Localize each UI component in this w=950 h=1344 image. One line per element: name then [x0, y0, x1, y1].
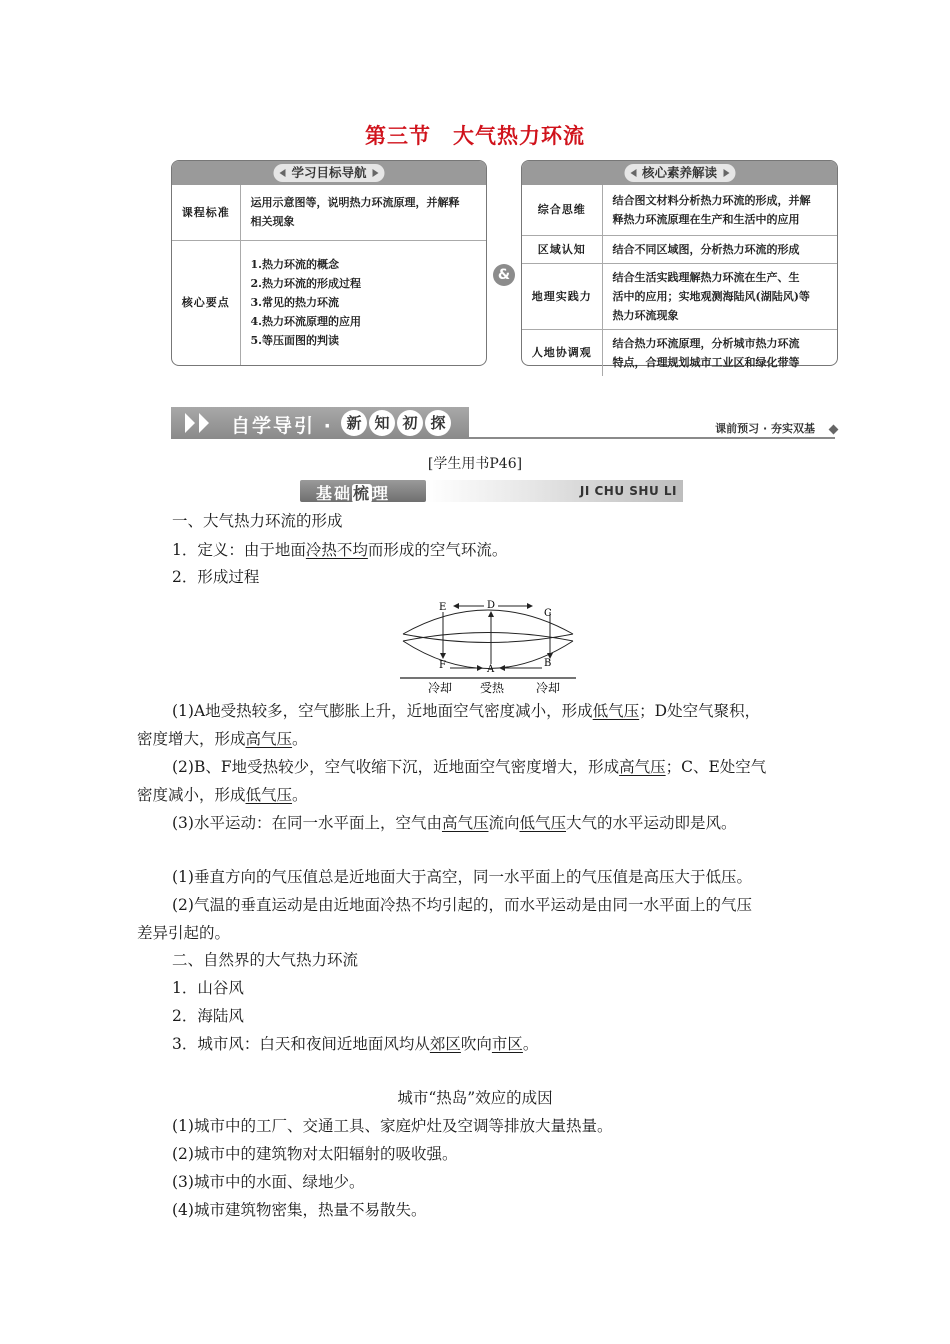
heat-island-title: 城市“热岛”效应的成因 [397, 1089, 553, 1107]
tip-line: 差异引起的。 [137, 924, 231, 942]
list-item: (4)城市建筑物密集，热量不易散失。 [172, 1201, 427, 1219]
core-literacy-table [522, 185, 837, 376]
point-label: C [544, 608, 552, 619]
banner-rule [469, 437, 835, 439]
middle-isobar-upper [403, 634, 573, 643]
row-line: 特点，合理规划城市工业区和绿化带等 [612, 355, 800, 369]
row-line: 4.热力环流原理的应用 [250, 315, 361, 329]
row-line: 结合生活实践理解热力环流在生产、生 [612, 270, 800, 284]
ground-label: 受热 [480, 681, 505, 695]
list-item: 2．海陆风 [172, 1007, 244, 1025]
list-item: (1)城市中的工厂、交通工具、家庭炉灶及空调等排放大量热量。 [172, 1117, 613, 1135]
process-heading: 2．形成过程 [172, 568, 260, 586]
banner-subtitle: 课前预习 · 夯实双基 [715, 422, 815, 435]
learning-goals-title: 学习目标导航 [273, 164, 384, 182]
chevron-right-icon [199, 413, 209, 433]
row-key: 区域认知 [522, 235, 602, 263]
core-literacy-title: 核心素养解读 [624, 164, 735, 182]
core-literacy-box [521, 160, 838, 369]
point-label: D [487, 600, 496, 611]
row-line: 释热力环流原理在生产和生活中的应用 [612, 212, 800, 226]
diamond-icon [829, 425, 839, 435]
thermal-circulation-diagram [398, 596, 578, 696]
chevron-right-icon [185, 413, 195, 433]
ampersand-icon: & [493, 264, 515, 286]
banner-title: 自学导引 · [231, 415, 333, 437]
row-key: 核心要点 [172, 240, 240, 365]
row-key: 课程标准 [172, 185, 240, 240]
row-line: 活中的应用；实地观测海陆风(湖陆风)等 [612, 289, 810, 303]
row-line: 1.热力环流的概念 [250, 258, 339, 272]
learning-goals-table [172, 185, 486, 365]
list-item: (3)城市中的水面、绿地少。 [172, 1173, 365, 1191]
tip-line: (2)气温的垂直运动是由近地面冷热不均引起的，而水平运动是由同一水平面上的气压 [172, 896, 752, 914]
row-key: 人地协调观 [522, 329, 602, 376]
row-line: 相关现象 [250, 215, 295, 229]
list-item: 3．城市风：白天和夜间近地面风均从郊区吹向市区。 [172, 1035, 539, 1053]
point-label: A [487, 664, 495, 675]
point-label: F [439, 660, 446, 671]
middle-isobar-lower [403, 633, 573, 642]
row-line: 结合图文材料分析热力环流的形成，并解 [612, 193, 811, 207]
section-heading: 一、大气热力环流的形成 [172, 512, 343, 530]
learning-goals-header [172, 161, 486, 185]
paragraph-3: (3)水平运动：在同一水平面上，空气由高气压流向低气压大气的水平运动即是风。 [172, 814, 737, 832]
row-line: 3.常见的热力环流 [250, 296, 339, 310]
banner-bubbles [341, 410, 453, 436]
paragraph-2-line-2: 密度减小，形成低气压。 [137, 786, 308, 804]
list-item: (2)城市中的建筑物对太阳辐射的吸收强。 [172, 1145, 458, 1163]
row-line: 2.热力环流的形成过程 [250, 277, 361, 291]
row-line: 运用示意图等，说明热力环流原理，并解释 [250, 196, 460, 210]
basics-pinyin: JI CHU SHU LI [579, 484, 677, 498]
row-line: 结合不同区域图，分析热力环流的形成 [612, 242, 800, 256]
section-banner [171, 407, 841, 439]
paragraph-1-line-1: (1)A地受热较多，空气膨胀上升，近地面空气密度减小，形成低气压；D处空气聚积， [172, 702, 761, 720]
section-heading: 二、自然界的大气热力环流 [172, 951, 359, 969]
row-line: 5.等压面图的判读 [250, 334, 339, 348]
basics-bar [300, 480, 683, 502]
point-label: E [439, 602, 447, 613]
point-label: B [544, 658, 552, 669]
basics-title: 基础梳理 [316, 484, 391, 503]
row-key: 地理实践力 [522, 263, 602, 329]
ground-label: 冷却 [536, 681, 561, 695]
core-literacy-header [522, 161, 837, 185]
row-key: 综合思维 [522, 185, 602, 235]
banner-char: 知 [369, 410, 395, 436]
row-line: 结合热力环流原理，分析城市热力环流 [612, 336, 800, 350]
banner-char: 探 [425, 410, 451, 436]
banner-char: 新 [341, 410, 367, 436]
paragraph-1-line-2: 密度增大，形成高气压。 [137, 730, 308, 748]
learning-goals-box [171, 160, 487, 366]
paragraph-2-line-1: (2)B、F地受热较少，空气收缩下沉，近地面空气密度增大，形成高气压；C、E处空气 [172, 758, 767, 776]
book-reference: [学生用书P46] [427, 456, 523, 472]
tip-line: (1)垂直方向的气压值总是近地面大于高空，同一水平面上的气压值是高压大于低压。 [172, 868, 752, 886]
row-line: 热力环流现象 [612, 308, 679, 322]
page-title: 第三节 大气热力环流 [365, 124, 585, 148]
list-item: 1．山谷风 [172, 979, 244, 997]
banner-char: 初 [397, 410, 423, 436]
definition: 1．定义：由于地面冷热不均而形成的空气环流。 [172, 541, 508, 559]
ground-label: 冷却 [428, 681, 453, 695]
